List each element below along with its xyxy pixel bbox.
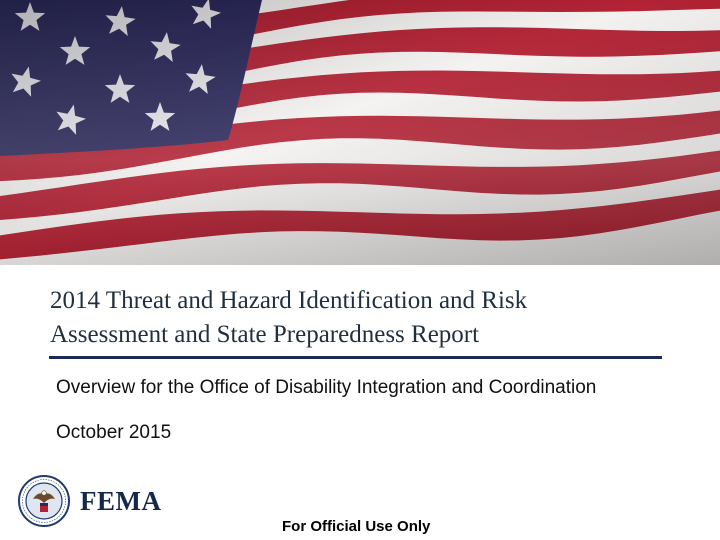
title-line-1: 2014 Threat and Hazard Identification and Risk xyxy=(50,287,528,314)
slide-subtitle: Overview for the Office of Disability Integration and Coordination xyxy=(56,377,597,398)
slide-date: October 2015 xyxy=(56,422,172,443)
fema-logo xyxy=(18,474,161,528)
american-flag-image xyxy=(0,0,720,265)
title-underline xyxy=(49,356,662,359)
classification-footer: For Official Use Only xyxy=(282,518,431,535)
title-line-2: Assessment and State Preparedness Report xyxy=(50,321,480,348)
dhs-seal-icon xyxy=(18,475,70,527)
slide-title xyxy=(50,284,690,352)
fema-wordmark: FEMA xyxy=(80,485,162,516)
american-flag-banner xyxy=(0,0,720,265)
